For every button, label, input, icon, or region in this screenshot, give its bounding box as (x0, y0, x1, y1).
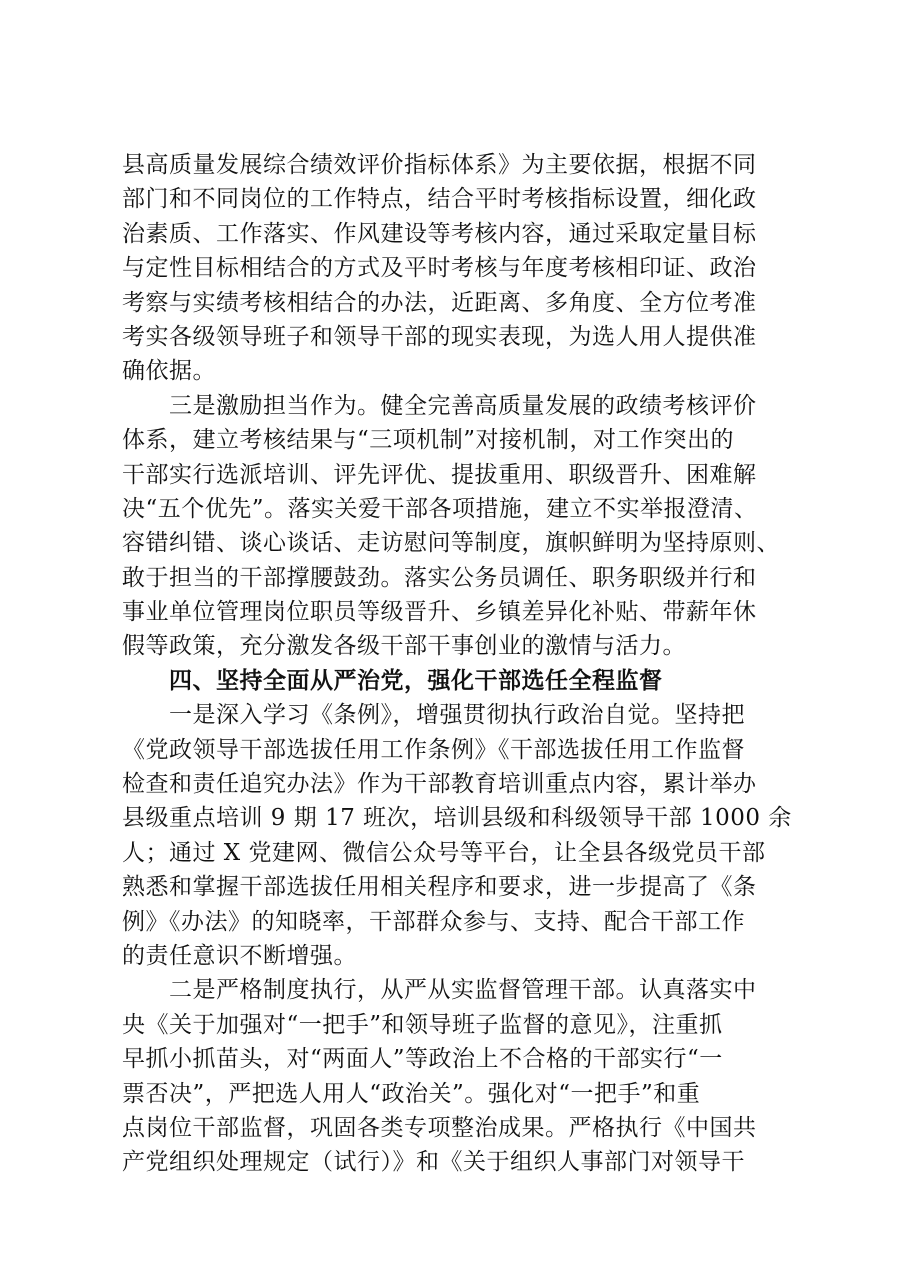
text-line: 检查和责任追究办法》作为干部教育培训重点内容，累计举办 (122, 771, 757, 798)
text-line: 票否决”，严把选人用人“政治关”。强化对“一把手”和重 (122, 1080, 701, 1107)
text-line: 二是严格制度执行，从严从实监督管理干部。认真落实中 (122, 977, 757, 1004)
text-line: 体系，建立考核结果与“三项机制”对接机制，对工作突出的 (122, 427, 735, 454)
text-line: 部门和不同岗位的工作特点，结合平时考核指标设置，细化政 (122, 186, 757, 213)
text-line: 央《关于加强对“一把手”和领导班子监督的意见》，注重抓 (122, 1011, 723, 1038)
text-line: 县级重点培训 9 期 17 班次，培训县级和科级领导干部 1000 余 (122, 805, 792, 832)
text-line: 早抓小抓苗头，对“两面人”等政治上不合格的干部实行“一 (122, 1046, 723, 1073)
text-line: 点岗位干部监督，巩固各类专项整治成果。严格执行《中国共 (122, 1114, 757, 1141)
text-line: 县高质量发展综合绩效评价指标体系》为主要依据，根据不同 (122, 152, 757, 178)
text-line: 事业单位管理岗位职员等级晋升、乡镇差异化补贴、带薪年休 (122, 599, 757, 626)
text-line: 的责任意识不断增强。 (122, 942, 357, 969)
text-line: 产党组织处理规定（试行）》和《关于组织人事部门对领导干 (122, 1149, 745, 1176)
text-line: 敢于担当的干部撑腰鼓劲。落实公务员调任、职务职级并行和 (122, 564, 757, 591)
text-line: 与定性目标相结合的方式及平时考核与年度考核相印证、政治 (122, 255, 757, 282)
text-line: 《党政领导干部选拔任用工作条例》《干部选拔任用工作监督 (122, 736, 745, 763)
text-line: 治素质、工作落实、作风建设等考核内容，通过采取定量目标 (122, 220, 757, 247)
body-text (122, 148, 802, 1180)
text-line: 人；通过 X 党建网、微信公众号等平台，让全县各级党员干部 (122, 839, 766, 866)
text-line: 假等政策，充分激发各级干部干事创业的激情与活力。 (122, 633, 686, 660)
text-line: 决“五个优先”。落实关爱干部各项措施，建立不实举报澄清、 (122, 495, 758, 522)
text-line: 例》《办法》的知晓率，干部群众参与、支持、配合干部工作 (122, 908, 745, 935)
text-line: 干部实行选派培训、评先评优、提拔重用、职级晋升、困难解 (122, 461, 757, 488)
text-line: 三是激励担当作为。健全完善高质量发展的政绩考核评价 (122, 392, 757, 419)
text-line: 熟悉和掌握干部选拔任用相关程序和要求，进一步提高了《条 (122, 874, 757, 901)
text-line: 考察与实绩考核相结合的办法，近距离、多角度、全方位考准 (122, 289, 757, 316)
text-line: 确依据。 (122, 358, 216, 385)
section-heading: 四、坚持全面从严治党，强化干部选任全程监督 (122, 667, 663, 694)
text-line: 容错纠错、谈心谈话、走访慰问等制度，旗帜鲜明为坚持原则、 (122, 530, 780, 557)
text-line: 一是深入学习《条例》，增强贯彻执行政治自觉。坚持把 (122, 702, 745, 729)
text-line: 考实各级领导班子和领导干部的现实表现，为选人用人提供准 (122, 323, 757, 350)
